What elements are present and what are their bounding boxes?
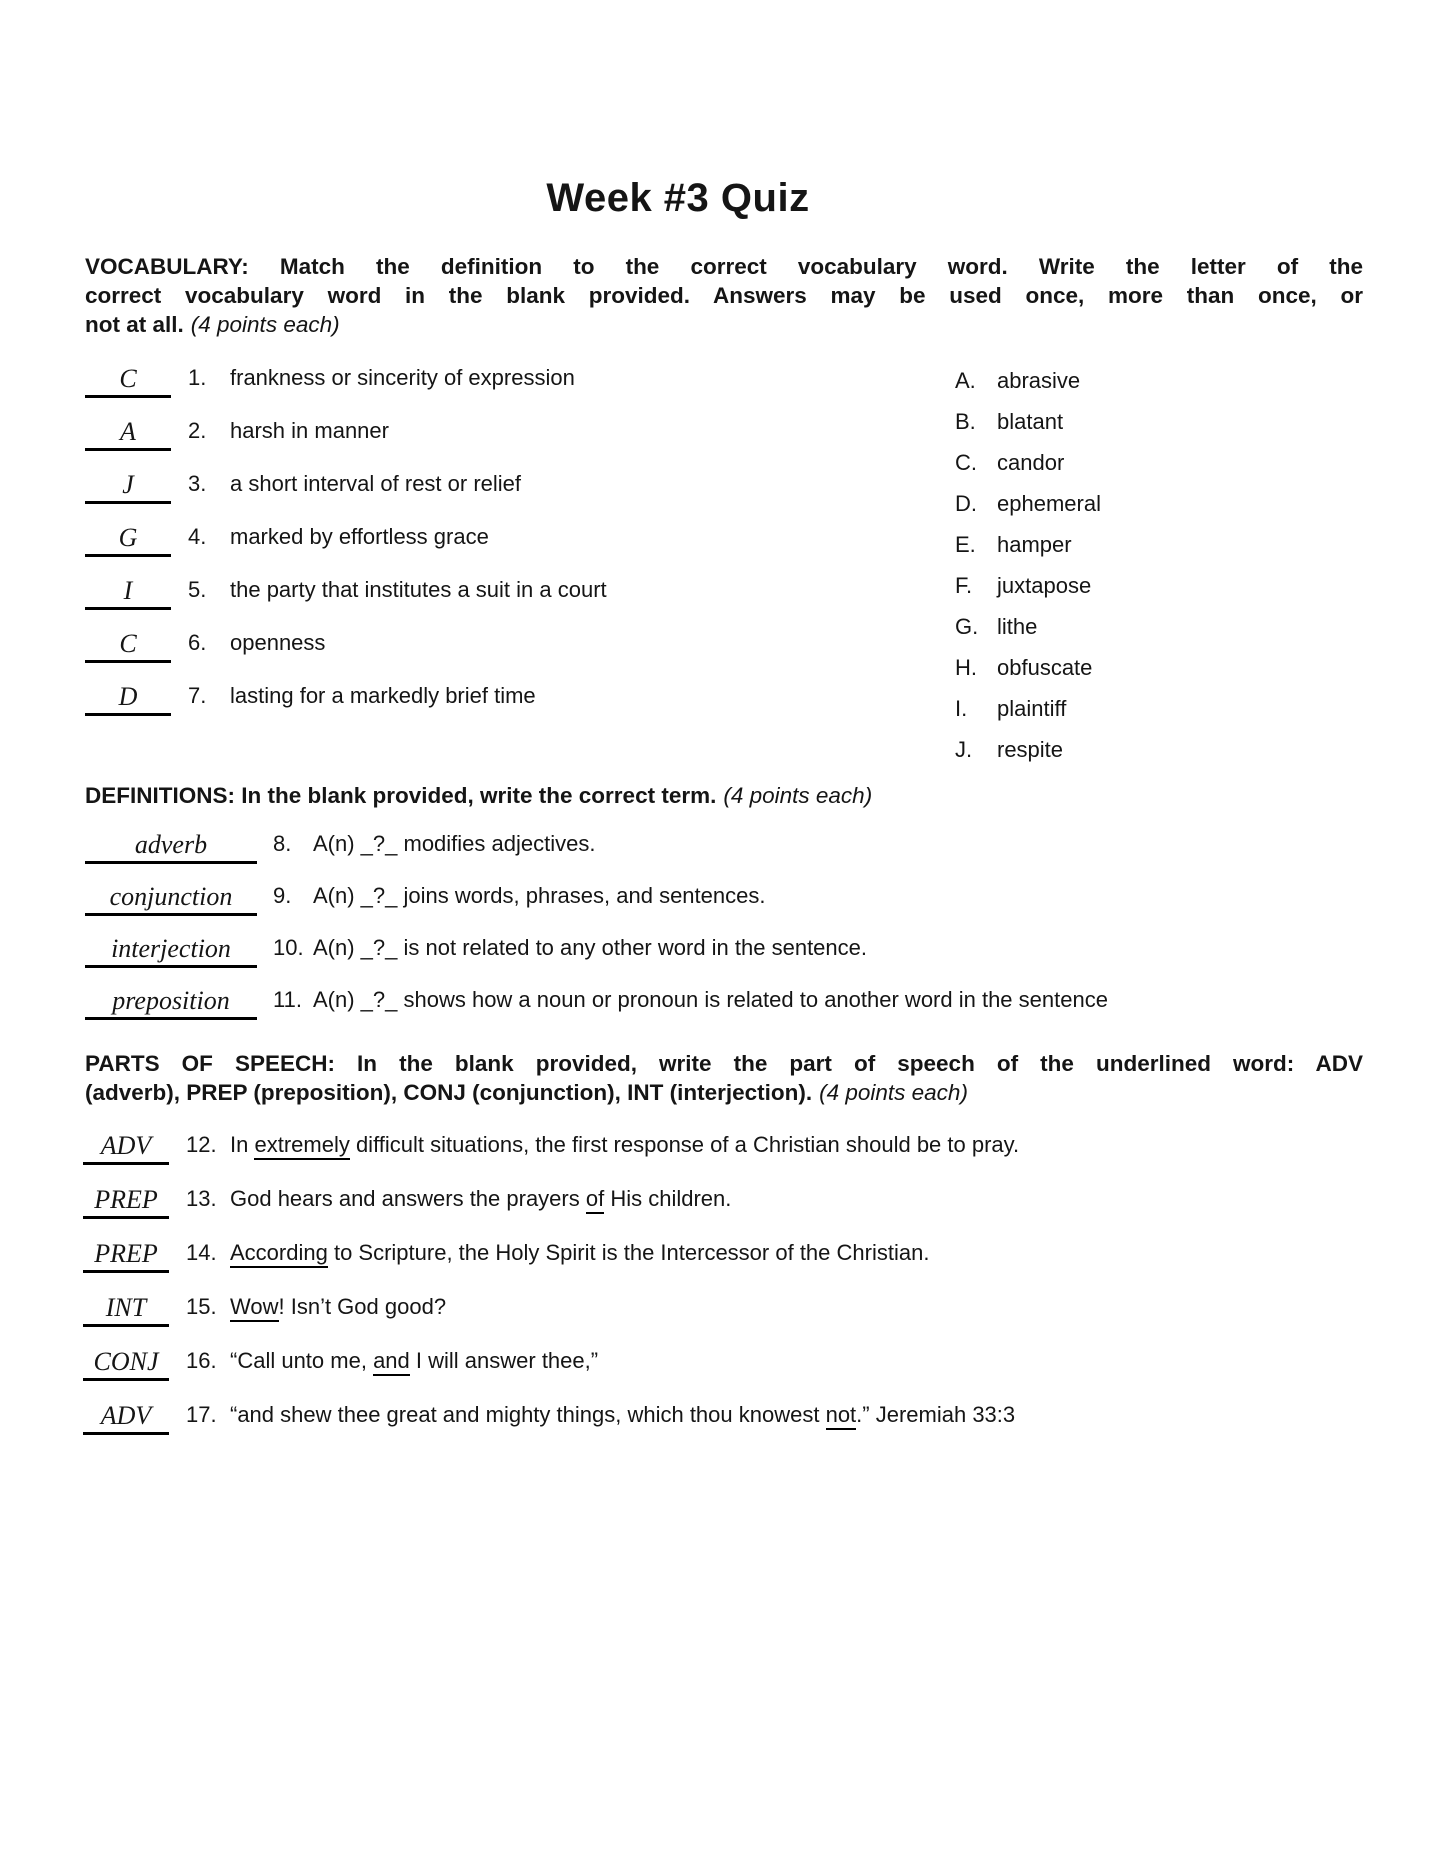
option-word: ephemeral <box>997 491 1101 516</box>
underlined-word: According <box>230 1240 328 1268</box>
vocab-question-4 <box>85 521 607 557</box>
vocab-question-2 <box>85 415 607 451</box>
option-letter: I. <box>955 696 968 721</box>
definitions-points-note: (4 points each) <box>723 783 873 808</box>
question-number: 1. <box>188 365 207 390</box>
vocab-question-3 <box>85 468 607 504</box>
vocab-question-5 <box>85 574 607 610</box>
question-number: 12. <box>186 1132 217 1157</box>
question-text: “Call unto me, and I will answer thee,” <box>230 1348 598 1374</box>
vocabulary-instructions-line3 <box>85 310 1363 339</box>
underlined-word: and <box>373 1348 410 1376</box>
answer-blank: C <box>85 627 171 663</box>
option-word: candor <box>997 450 1065 475</box>
definition-question-9 <box>85 880 1108 916</box>
vocabulary-instructions-text: not at all. <box>85 312 184 337</box>
parts-of-speech-instructions <box>85 1049 1363 1107</box>
question-number: 6. <box>188 630 207 655</box>
answer-blank: PREP <box>83 1183 169 1219</box>
vocabulary-instructions <box>85 252 1363 339</box>
answer-blank: A <box>85 415 171 451</box>
pos-question-17 <box>83 1399 1019 1435</box>
question-number: 2. <box>188 418 207 443</box>
underlined-word: of <box>586 1186 604 1214</box>
option-word: hamper <box>997 532 1072 557</box>
definition-question-8 <box>85 828 1108 864</box>
question-text: According to Scripture, the Holy Spirit is the Intercessor of the Christian. <box>230 1240 929 1266</box>
word-bank-item-b <box>955 409 1101 436</box>
option-word: respite <box>997 737 1064 762</box>
answer-blank: adverb <box>85 828 257 864</box>
pos-question-13 <box>83 1183 1019 1219</box>
answer-blank: C <box>85 362 171 398</box>
question-number: 15. <box>186 1294 217 1319</box>
word-bank-item-h <box>955 655 1101 682</box>
parts-of-speech-points-note: (4 points each) <box>819 1080 968 1105</box>
question-text: the party that institutes a suit in a court <box>230 577 607 602</box>
option-word: abrasive <box>997 368 1081 393</box>
question-number: 3. <box>188 471 207 496</box>
question-number: 17. <box>186 1402 217 1427</box>
question-text: In extremely difficult situations, the first response of a Christian should be to pray. <box>230 1132 1019 1158</box>
answer-blank: ADV <box>83 1129 169 1165</box>
question-number: 11. <box>273 987 302 1012</box>
answer-blank: PREP <box>83 1237 169 1273</box>
question-text: lasting for a markedly brief time <box>230 683 536 708</box>
pos-question-14 <box>83 1237 1019 1273</box>
answer-blank: D <box>85 680 171 716</box>
word-bank-item-c <box>955 450 1101 477</box>
word-bank-item-f <box>955 573 1101 600</box>
vocab-question-6 <box>85 627 607 663</box>
option-letter: D. <box>955 491 977 516</box>
word-bank-item-j <box>955 737 1101 764</box>
word-bank-item-a <box>955 368 1101 395</box>
option-word: obfuscate <box>997 655 1093 680</box>
option-letter: H. <box>955 655 977 680</box>
page-title: Week #3 Quiz <box>546 176 810 220</box>
answer-blank: CONJ <box>83 1345 169 1381</box>
parts-of-speech-instructions-line1: PARTS OF SPEECH: In the blank provided, write the part of speech of the underlined word: ADV <box>85 1051 1363 1076</box>
vocabulary-word-bank <box>955 368 1101 778</box>
vocab-question-7 <box>85 680 607 716</box>
pos-question-12 <box>83 1129 1019 1165</box>
option-word: blatant <box>997 409 1064 434</box>
definitions-instructions-text: DEFINITIONS: In the blank provided, write the correct term. <box>85 783 717 808</box>
question-number: 10. <box>273 935 304 960</box>
answer-blank: preposition <box>85 984 257 1020</box>
question-text: “and shew thee great and mighty things, which thou knowest not.” Jeremiah 33:3 <box>230 1402 1015 1428</box>
word-bank-item-e <box>955 532 1101 559</box>
vocabulary-question-list <box>85 362 607 733</box>
question-text: God hears and answers the prayers of His children. <box>230 1186 731 1212</box>
question-text: a short interval of rest or relief <box>230 471 522 496</box>
answer-blank: J <box>85 468 171 504</box>
vocab-question-1 <box>85 362 607 398</box>
underlined-word: Wow <box>230 1294 279 1322</box>
pos-question-16 <box>83 1345 1019 1381</box>
definitions-instructions <box>85 781 1363 810</box>
definitions-question-list <box>85 828 1108 1036</box>
answer-blank: I <box>85 574 171 610</box>
question-number: 13. <box>186 1186 217 1211</box>
question-text: harsh in manner <box>230 418 389 443</box>
option-letter: G. <box>955 614 979 639</box>
pos-question-15 <box>83 1291 1019 1327</box>
option-word: lithe <box>997 614 1038 639</box>
parts-of-speech-instructions-text: (adverb), PREP (preposition), CONJ (conjunction), INT (interjection). <box>85 1080 813 1105</box>
option-letter: C. <box>955 450 977 475</box>
word-bank-item-d <box>955 491 1101 518</box>
word-bank-item-g <box>955 614 1101 641</box>
word-bank-item-i <box>955 696 1101 723</box>
question-text: A(n) _?_ joins words, phrases, and sentences. <box>313 883 766 908</box>
question-text: A(n) _?_ is not related to any other word in the sentence. <box>313 935 867 960</box>
question-number: 7. <box>188 683 207 708</box>
answer-blank: interjection <box>85 932 257 968</box>
question-number: 4. <box>188 524 207 549</box>
question-number: 9. <box>273 883 292 908</box>
answer-blank: G <box>85 521 171 557</box>
option-letter: B. <box>955 409 976 434</box>
vocabulary-instructions-line1: VOCABULARY: Match the definition to the correct vocabulary word. Write the letter of the <box>85 254 1363 279</box>
underlined-word: extremely <box>254 1132 349 1160</box>
answer-blank: conjunction <box>85 880 257 916</box>
vocabulary-instructions-line2: correct vocabulary word in the blank provided. Answers may be used once, more than once, or <box>85 283 1363 308</box>
question-text: openness <box>230 630 326 655</box>
answer-blank: ADV <box>83 1399 169 1435</box>
vocabulary-points-note: (4 points each) <box>190 312 340 337</box>
question-text: Wow! Isn’t God good? <box>230 1294 446 1320</box>
definition-question-10 <box>85 932 1108 968</box>
option-word: juxtapose <box>997 573 1092 598</box>
parts-of-speech-question-list <box>83 1129 1019 1453</box>
definition-question-11 <box>85 984 1108 1020</box>
question-text: frankness or sincerity of expression <box>230 365 575 390</box>
option-letter: J. <box>955 737 973 762</box>
question-text: A(n) _?_ shows how a noun or pronoun is related to another word in the sentence <box>313 987 1108 1012</box>
answer-blank: INT <box>83 1291 169 1327</box>
question-number: 14. <box>186 1240 217 1265</box>
question-number: 16. <box>186 1348 217 1373</box>
option-letter: F. <box>955 573 973 598</box>
question-text: A(n) _?_ modifies adjectives. <box>313 831 596 856</box>
option-letter: E. <box>955 532 976 557</box>
question-number: 8. <box>273 831 292 856</box>
underlined-word: not <box>826 1402 857 1430</box>
parts-of-speech-instructions-line2 <box>85 1078 1363 1107</box>
option-letter: A. <box>955 368 976 393</box>
question-text: marked by effortless grace <box>230 524 489 549</box>
question-number: 5. <box>188 577 207 602</box>
option-word: plaintiff <box>997 696 1067 721</box>
